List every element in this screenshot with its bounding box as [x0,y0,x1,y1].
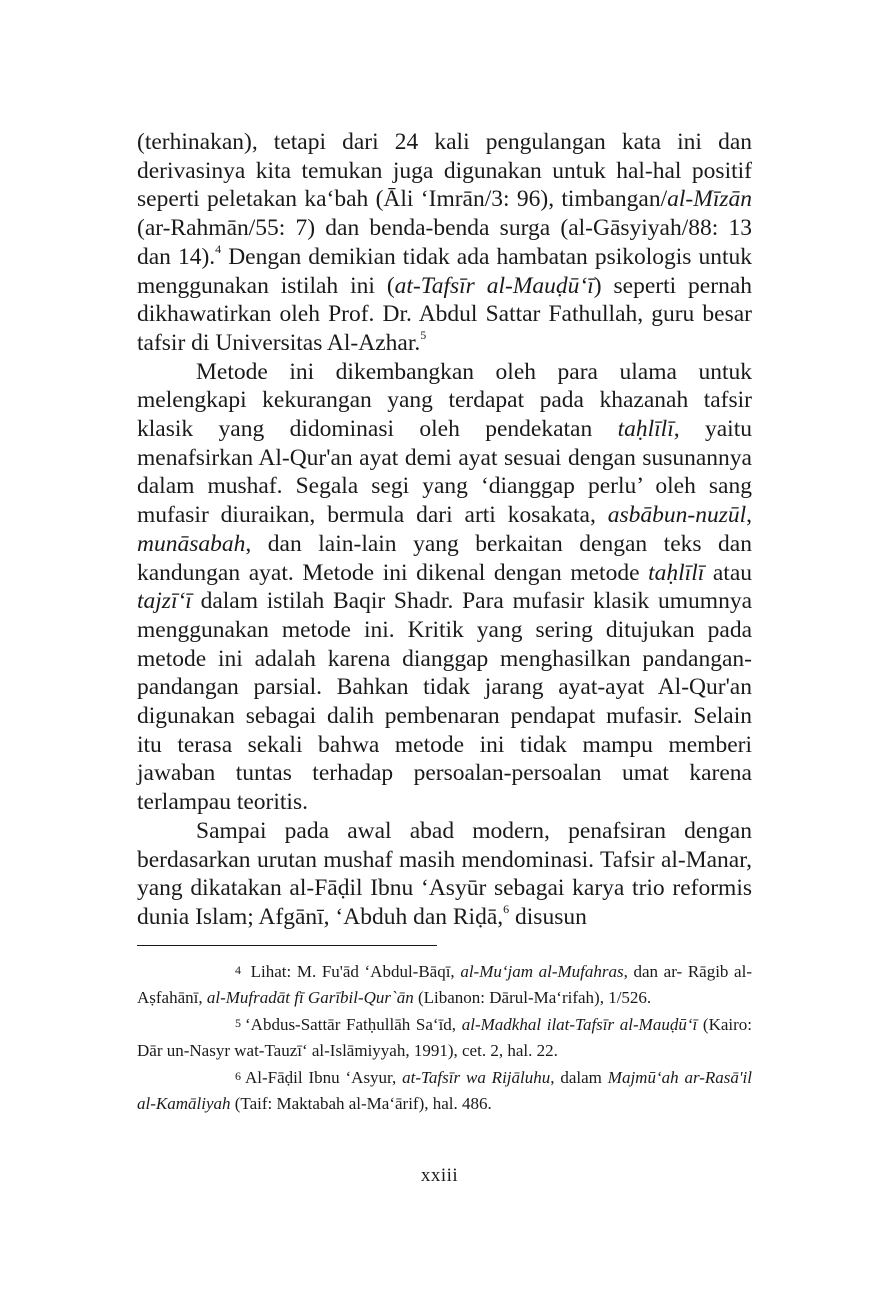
italic-term: taḥlīlī [648,559,705,586]
page-number: xxiii [420,1165,459,1186]
footnote-ref-4: 4 [215,241,222,256]
italic-term: al-Mīzān [667,186,752,213]
paragraph-2 [137,358,752,817]
footnote-ref-5: 5 [420,328,427,343]
main-text [137,128,752,932]
italic-term: munāsabah [137,530,246,557]
italic-title: at-Tafsīr wa Rijāluhu [402,1068,551,1087]
text-run: Lihat: M. Fu'ād ‘Abdul-Bāqī, [245,962,461,981]
text-run: atau [704,559,753,586]
text-run: (terhinakan), tetapi dari 24 kali pengulangan kata ini dan derivasinya kita temukan juga digunakan untuk hal-hal positif seperti peletakan ka‘bah (Āli ‘Imrān/3: 96), timbangan/ [137,129,752,213]
footnote-separator [137,945,437,946]
text-run: disusun [509,903,587,930]
italic-term: asbābun-nuzūl [607,502,747,529]
footnote-6 [137,1066,752,1116]
italic-term: taḥlīlī [617,416,674,443]
italic-title: al-Mufradāt fī Garībil-Qur`ān [206,987,414,1007]
footnote-5 [137,1013,752,1063]
footnote-ref-6: 6 [503,902,510,917]
text-run: , dalam [550,1068,608,1087]
italic-title: al-Madkhal ilat-Tafsīr al-Mauḍū‘ī [461,1015,698,1034]
italic-title: Majmū‘ah ar-Rasā'il al-Kamāliyah [137,1068,752,1113]
text-run: , dan ar- Rāgib al-Aṣfahānī, [137,962,752,1007]
text-run: , yaitu menafsirkan Al-Qur'an ayat demi ayat sesuai dengan susunannya dalam mushaf. Segala segi yang ‘dianggap perlu’ oleh sang mufasir diuraikan, bermula dari arti kosakata, [137,416,752,529]
italic-term: at-Tafsīr al-Mauḍū‘ī [394,272,594,299]
text-run: Metode ini dikembangkan oleh para ulama untuk melengkapi kekurangan yang terdapat pada khazanah tafsir klasik yang didominasi oleh pendekatan [137,358,752,443]
footnote-4 [137,960,752,1010]
text-run: (ar-Rahmān/55: 7) dan benda-benda surga (al-Gāsyiyah/88: 13 dan 14). [137,215,752,270]
text-run: Sampai pada awal abad modern, penafsiran dengan berdasarkan urutan mushaf masih mendominasi. Tafsir al-Manar, yang dikatakan al-Fāḍil Ibnu ‘Asyūr sebagai karya trio reformis dunia Islam; Afgānī, ‘Abduh dan Riḍā, [137,817,752,930]
text-run: , [746,502,752,529]
text-run: (Taif: Maktabah al-Ma‘ārif), hal. 486. [230,1093,492,1113]
text-run: dalam istilah Baqir Shadr. Para mufasir klasik umumnya menggunakan metode ini. Kritik yang sering ditujukan pada metode ini adalah karena dianggap menghasilkan pandangan-pandangan parsial. Bahkan tidak jarang ayat-ayat Al-Qur'an digunakan sebagai dalih pembenaran pendapat mufasir. Selain itu terasa sekali bahwa metode ini tidak mampu memberi jawaban tuntas terhadap persoalan-persoalan umat karena terlampau teoritis. [137,588,752,816]
footnote-number: 5 [235,1016,241,1030]
text-run: (Kairo: Dār un-Nasyr wat-Tauzī‘ al-Islāmiyyah, 1991), cet. 2, hal. 22. [137,1015,752,1060]
text-run: Dengan demikian tidak ada hambatan psikologis untuk menggunakan istilah ini ( [137,243,752,299]
text-run: ) seperti pernah dikhawatirkan oleh Prof. Dr. Abdul Sattar Fathullah, guru besar tafsir di Universitas Al-Azhar. [137,272,752,356]
paragraph-1 [137,128,752,358]
text-run: , dan lain-lain yang berkaitan dengan teks dan kandungan ayat. Metode ini dikenal dengan metode [137,530,752,586]
paragraph-3 [137,817,752,932]
italic-title: al-Mu‘jam al-Mufahras [460,962,624,981]
footnotes [137,960,752,1119]
text-run: (Libanon: Dārul-Ma‘rifah), 1/526. [413,987,652,1007]
text-run: Al-Fāḍil Ibnu ‘Asyur, [245,1068,403,1087]
text-run: ‘Abdus-Sattār Fatḥullāh Sa‘īd, [245,1015,462,1034]
footnote-number: 4 [235,963,241,977]
footnote-number: 6 [235,1069,241,1083]
italic-term: tajzī‘ī [137,588,192,615]
